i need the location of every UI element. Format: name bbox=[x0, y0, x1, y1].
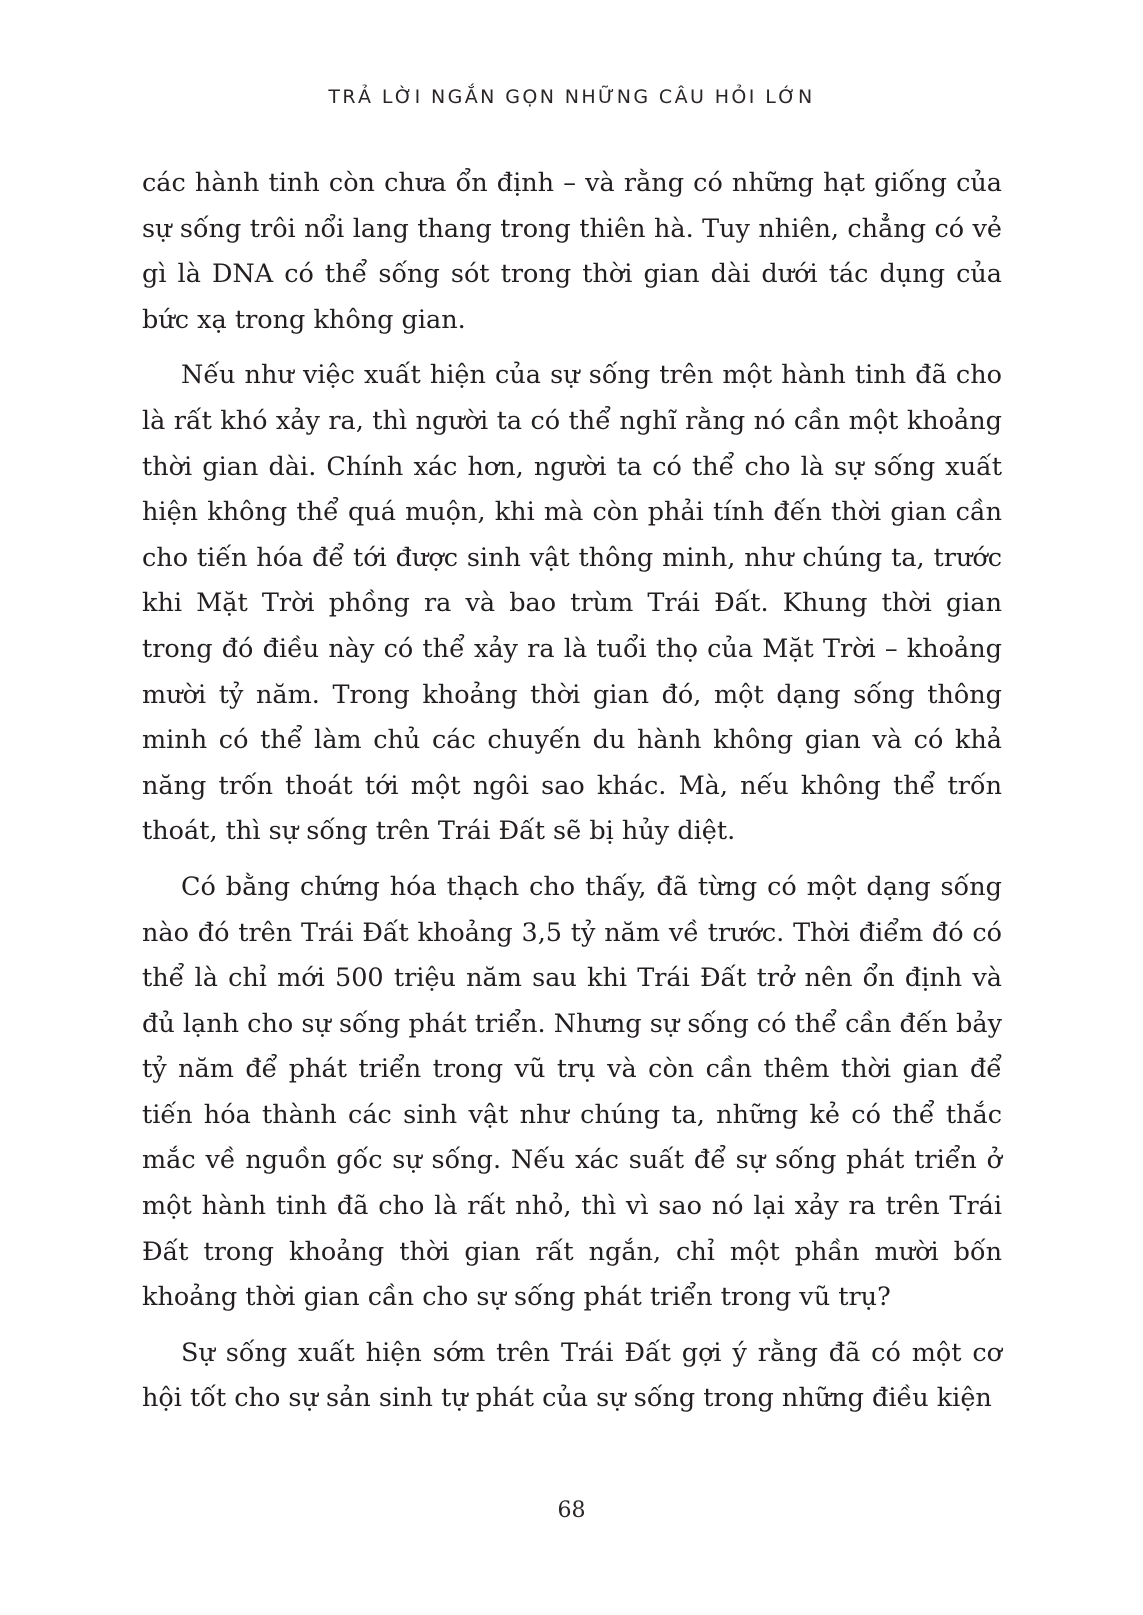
paragraph: Có bằng chứng hóa thạch cho thấy, đã từng có một dạng sống nào đó trên Trái Đất khoảng 3,5 tỷ năm về trước. Thời điểm đó có thể là chỉ mới 500 triệu năm sau khi Trái Đất trở nên ổn định và đủ lạnh cho sự sống phát triển. Nhưng sự sống có thể cần đến bảy tỷ năm để phát triển trong vũ trụ và còn cần thêm thời gian để tiến hóa thành các sinh vật như chúng ta, những kẻ có thể thắc mắc về nguồn gốc sự sống. Nếu xác suất để sự sống phát triển ở một hành tinh đã cho là rất nhỏ, thì vì sao nó lại xảy ra trên Trái Đất trong khoảng thời gian rất ngắn, chỉ một phần mười bốn khoảng thời gian cần cho sự sống phát triển trong vũ trụ? bbox=[142, 871, 1002, 1313]
page-number: 68 bbox=[557, 1498, 586, 1523]
running-header: TRẢ LỜI NGẮN GỌN NHỮNG CÂU HỎI LỚN bbox=[328, 86, 815, 108]
body-text bbox=[142, 161, 1002, 1432]
paragraph-continued: các hành tinh còn chưa ổn định – và rằng có những hạt giống của sự sống trôi nổi lang thang trong thiên hà. Tuy nhiên, chẳng có vẻ gì là DNA có thể sống sót trong thời gian dài dưới tác dụng của bức xạ trong không gian. bbox=[142, 168, 1002, 335]
paragraph: Nếu như việc xuất hiện của sự sống trên một hành tinh đã cho là rất khó xảy ra, thì người ta có thể nghĩ rằng nó cần một khoảng thời gian dài. Chính xác hơn, người ta có thể cho là sự sống xuất hiện không thể quá muộn, khi mà còn phải tính đến thời gian cần cho tiến hóa để tới được sinh vật thông minh, như chúng ta, trước khi Mặt Trời phồng ra và bao trùm Trái Đất. Khung thời gian trong đó điều này có thể xảy ra là tuổi thọ của Mặt Trời – khoảng mười tỷ năm. Trong khoảng thời gian đó, một dạng sống thông minh có thể làm chủ các chuyến du hành không gian và có khả năng trốn thoát tới một ngôi sao khác. Mà, nếu không thể trốn thoát, thì sự sống trên Trái Đất sẽ bị hủy diệt. bbox=[142, 360, 1002, 847]
paragraph: Sự sống xuất hiện sớm trên Trái Đất gợi ý rằng đã có một cơ hội tốt cho sự sản sinh tự phát của sự sống trong những điều kiện bbox=[142, 1337, 1002, 1414]
